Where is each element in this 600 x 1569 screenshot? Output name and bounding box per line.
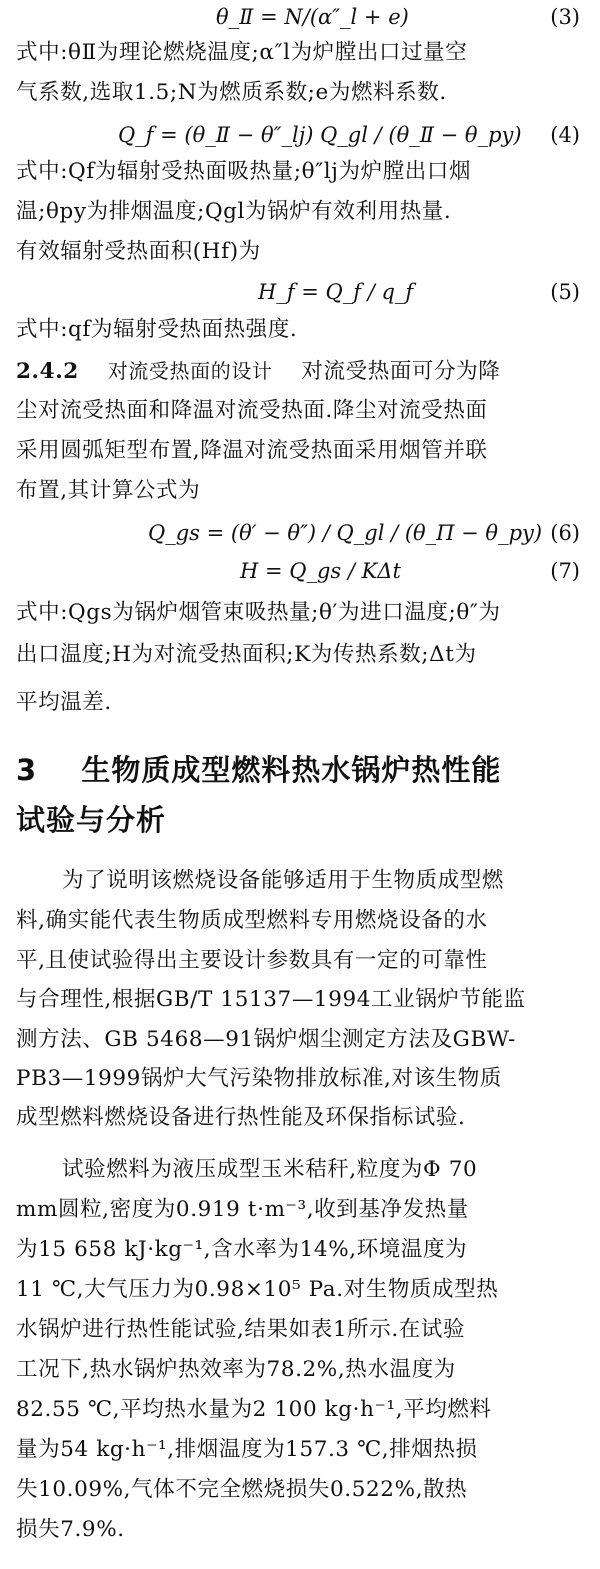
text-line: 采用圆弧矩型布置,降温对流受热面采用烟管并联: [16, 438, 488, 463]
paragraph-line: 损失7.9%.: [16, 1517, 125, 1542]
paragraph-line: 为了说明该燃烧设备能够适用于生物质成型燃: [62, 868, 505, 893]
equation-6: Q_gs = (θ′ − θ″) / Q_gl / (θ_Π − θ_py): [148, 521, 543, 545]
text-line: 出口温度;H为对流受热面积;K为传热系数;Δt为: [16, 642, 477, 667]
section-heading-line1: [16, 748, 501, 792]
paragraph-line: 工况下,热水锅炉热效率为78.2%,热水温度为: [16, 1357, 456, 1382]
paragraph-line: 为15 658 kJ·kg⁻¹,含水率为14%,环境温度为: [16, 1237, 468, 1262]
subsection-title: 对流受热面的设计: [107, 359, 273, 383]
paragraph-line: mm圆粒,密度为0.919 t·m⁻³,收到基净发热量: [16, 1197, 469, 1222]
paragraph-line: 平,且使试验得出主要设计参数具有一定的可靠性: [16, 948, 488, 973]
text-line: 式中:qf为辐射受热面热强度.: [16, 317, 298, 342]
equation-5-number: (5): [550, 280, 580, 304]
paragraph-line: 测方法、GB 5468—91锅炉烟尘测定方法及GBW-: [16, 1027, 516, 1052]
text-line: 温;θpy为排烟温度;Qgl为锅炉有效利用热量.: [16, 199, 452, 224]
paragraph-line: 成型燃料燃烧设备进行热性能及环保指标试验.: [16, 1105, 466, 1130]
paragraph-line: PB3—1999锅炉大气污染物排放标准,对该生物质: [16, 1066, 502, 1091]
equation-7-number: (7): [550, 559, 580, 583]
paragraph-line: 失10.09%,气体不完全燃烧损失0.522%,散热: [16, 1477, 468, 1502]
text-line: 气系数,选取1.5;N为燃质系数;e为燃料系数.: [16, 80, 447, 105]
paragraph-line: 11 ℃,大气压力为0.98×10⁵ Pa.对生物质成型热: [16, 1277, 499, 1302]
text-line: 式中:Qf为辐射受热面吸热量;θ″lj为炉膛出口烟: [16, 159, 472, 184]
paragraph-line: 82.55 ℃,平均热水量为2 100 kg·h⁻¹,平均燃料: [16, 1397, 492, 1422]
section-heading-line2: 试验与分析: [16, 803, 167, 837]
equation-5: H_f = Q_f / q_f: [258, 280, 414, 304]
text-line: 尘对流受热面和降温对流受热面.降尘对流受热面: [16, 398, 488, 423]
section-number: 3: [16, 753, 38, 787]
paragraph-line: 水锅炉进行热性能试验,结果如表1所示.在试验: [16, 1317, 466, 1342]
paragraph-line: 料,确实能代表生物质成型燃料专用燃烧设备的水: [16, 908, 488, 933]
subsection-number: 2.4.2: [16, 359, 79, 384]
text-line: 平均温差.: [16, 690, 112, 715]
equation-7: H = Q_gs / KΔt: [240, 559, 401, 583]
text-line: 式中:Qgs为锅炉烟管束吸热量;θ′为进口温度;θ″为: [16, 600, 501, 625]
subsection-line: [16, 356, 584, 387]
equation-4: Q_f = (θ_Ⅱ − θ″_lj) Q_gl / (θ_Ⅱ − θ_py): [118, 123, 522, 147]
paragraph-line: 试验燃料为液压成型玉米秸秆,粒度为Φ 70: [62, 1157, 478, 1182]
equation-6-number: (6): [550, 521, 580, 545]
equation-4-number: (4): [550, 123, 580, 147]
section-title: 生物质成型燃料热水锅炉热性能: [81, 753, 502, 787]
paragraph-line: 与合理性,根据GB/T 15137—1994工业锅炉节能监: [16, 987, 526, 1012]
subsection-text: 对流受热面可分为降: [301, 359, 501, 384]
paragraph-line: 量为54 kg·h⁻¹,排烟温度为157.3 ℃,排烟热损: [16, 1437, 478, 1462]
text-line: 式中:θⅡ为理论燃烧温度;α″l为炉膛出口过量空: [16, 40, 468, 65]
text-line: 有效辐射受热面积(Hf)为: [16, 239, 261, 264]
equation-3-number: (3): [550, 5, 580, 29]
equation-3: θ_Ⅱ = N/(α″_l + e): [216, 5, 409, 29]
text-line: 布置,其计算公式为: [16, 478, 201, 503]
